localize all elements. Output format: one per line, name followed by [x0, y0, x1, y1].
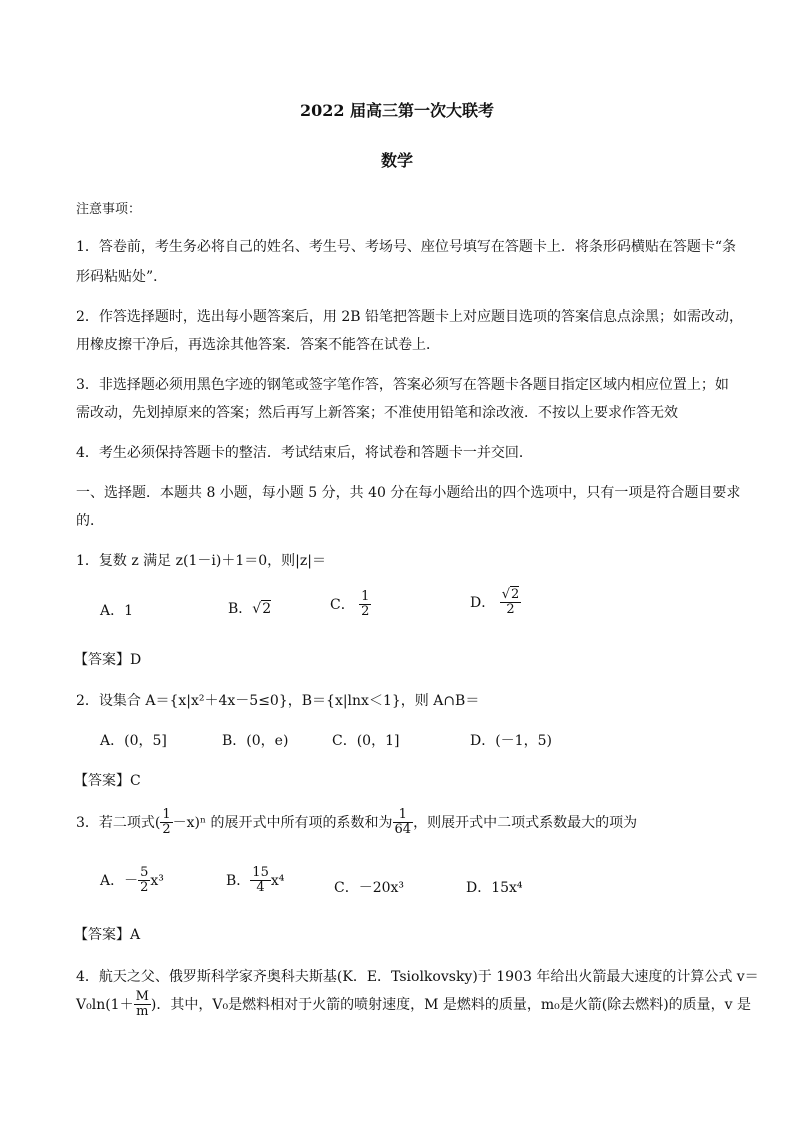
subject-title: 数学: [380, 151, 413, 170]
notice-heading: 注意事项：: [76, 202, 142, 217]
q1-option-c-numerator: 1: [361, 589, 370, 604]
q3-option-b-denominator: 4: [256, 880, 265, 896]
q1-option-d-numerator: √2: [501, 587, 520, 602]
q3-option-a-fraction: [138, 866, 150, 896]
q1-option-b-label: B．: [228, 601, 253, 617]
notice-4: 4．考生必须保持答题卡的整洁．考试结束后，将试卷和答题卡一并交回．: [76, 445, 533, 461]
q3-stem-post: ，则展开式中二项式系数最大的项为: [413, 814, 638, 831]
q1-option-d-radicand: 2: [510, 587, 520, 602]
q3-stem-fraction-2: [393, 808, 414, 838]
q4-fraction: [134, 990, 151, 1020]
notice-1-line1: 1．答卷前，考生务必将自己的姓名、考生号、考场号、座位号填写在答题卡上．将条形码横贴在答题卡“条: [76, 239, 737, 255]
q1-option-b-radicand: 2: [262, 601, 272, 617]
q1-option-d: [470, 588, 521, 618]
q3-answer: 【答案】A: [74, 927, 141, 943]
q3-option-d: D．15x⁴: [466, 880, 523, 896]
q1-stem: 1．复数 z 满足 z(1－i)＋1＝0，则|z|＝: [76, 553, 326, 569]
q2-option-a: A．(0，5]: [100, 733, 167, 749]
notice-2-line1: 2．作答选择题时，选出每小题答案后，用 2B 铅笔把答题卡上对应题目选项的答案信息点涂黑；如需改动，: [76, 309, 744, 325]
q1-option-c-label: C．: [330, 596, 355, 613]
q1-option-a: A．1: [100, 603, 134, 619]
q2-option-d: D．(－1，5): [470, 733, 552, 749]
notice-1-line2: 形码粘贴处”．: [76, 269, 168, 285]
q4-line2: [76, 990, 751, 1020]
q1-option-c-denominator: 2: [361, 604, 370, 620]
q2-option-c: C．(0，1]: [332, 733, 400, 749]
q3-option-b-term: x⁴: [270, 872, 285, 889]
section1-heading-line2: 的．: [76, 513, 104, 529]
q4-frac-denominator: m: [136, 1004, 149, 1020]
q1-option-d-label: D．: [470, 594, 496, 611]
q3-option-a-numerator: 5: [140, 865, 149, 880]
q2-answer: 【答案】C: [74, 773, 141, 789]
q4-line1: 4．航天之父、俄罗斯科学家齐奥科夫斯基(K．E．Tsiolkovsky)于 1903 年给出火箭最大速度的计算公式 v＝: [76, 969, 759, 985]
q4-line2-pre: V₀ln(1＋: [76, 996, 134, 1013]
q3-option-b: [226, 866, 284, 896]
q4-frac-numerator: M: [135, 989, 149, 1004]
section1-heading-line1: 一、选择题．本题共 8 小题，每小题 5 分，共 40 分在每小题给出的四个选项中，只有一项是符合题目要求: [76, 485, 741, 501]
q1-option-c: [330, 590, 371, 620]
q3-option-a-label: A．－: [100, 872, 139, 889]
q3-frac2-numerator: 1: [393, 808, 414, 823]
q3-option-c: C．－20x³: [334, 880, 405, 896]
q3-option-a: [100, 866, 164, 896]
q3-stem-fraction-1: [160, 808, 172, 838]
q1-option-d-fraction: [500, 588, 522, 618]
q4-line2-post: )．其中，V₀是燃料相对于火箭的喷射速度，M 是燃料的质量，m₀是火箭(除去燃料)的质量，v 是: [150, 996, 752, 1013]
notice-3-line1: 3．非选择题必须用黑色字迹的钢笔或签字笔作答，答案必须写在答题卡各题目指定区域内相应位置上；如: [76, 377, 729, 393]
q1-option-c-fraction: [359, 590, 371, 620]
q3-frac1-numerator: 1: [162, 807, 171, 822]
q3-stem: [76, 808, 637, 838]
exam-title: 2022 届高三第一次大联考: [299, 101, 495, 120]
q3-option-b-numerator: 15: [252, 865, 269, 880]
q1-option-d-denominator: 2: [506, 602, 515, 618]
q3-option-a-denominator: 2: [140, 880, 149, 896]
q1-option-b: B．√2: [228, 601, 272, 617]
q3-option-a-term: x³: [150, 872, 164, 889]
q3-frac2-denominator: 64: [394, 822, 412, 838]
q3-stem-pre: 3．若二项式(: [76, 814, 161, 831]
q3-option-b-fraction: [250, 866, 271, 896]
q3-stem-mid: －x)ⁿ 的展开式中所有项的系数和为: [172, 814, 393, 831]
q2-option-b: B．(0，e): [222, 733, 289, 749]
q2-stem: 2．设集合 A＝{x|x²＋4x－5≤0}，B＝{x|lnx＜1}，则 A∩B＝: [76, 693, 480, 709]
q3-frac1-denominator: 2: [162, 822, 171, 838]
notice-2-line2: 用橡皮擦干净后，再选涂其他答案．答案不能答在试卷上．: [76, 337, 440, 353]
notice-3-line2: 需改动，先划掉原来的答案；然后再写上新答案；不准使用铅笔和涂改液．不按以上要求作答无效: [76, 405, 678, 421]
q1-answer: 【答案】D: [74, 652, 142, 668]
q3-option-b-label: B．: [226, 872, 251, 889]
